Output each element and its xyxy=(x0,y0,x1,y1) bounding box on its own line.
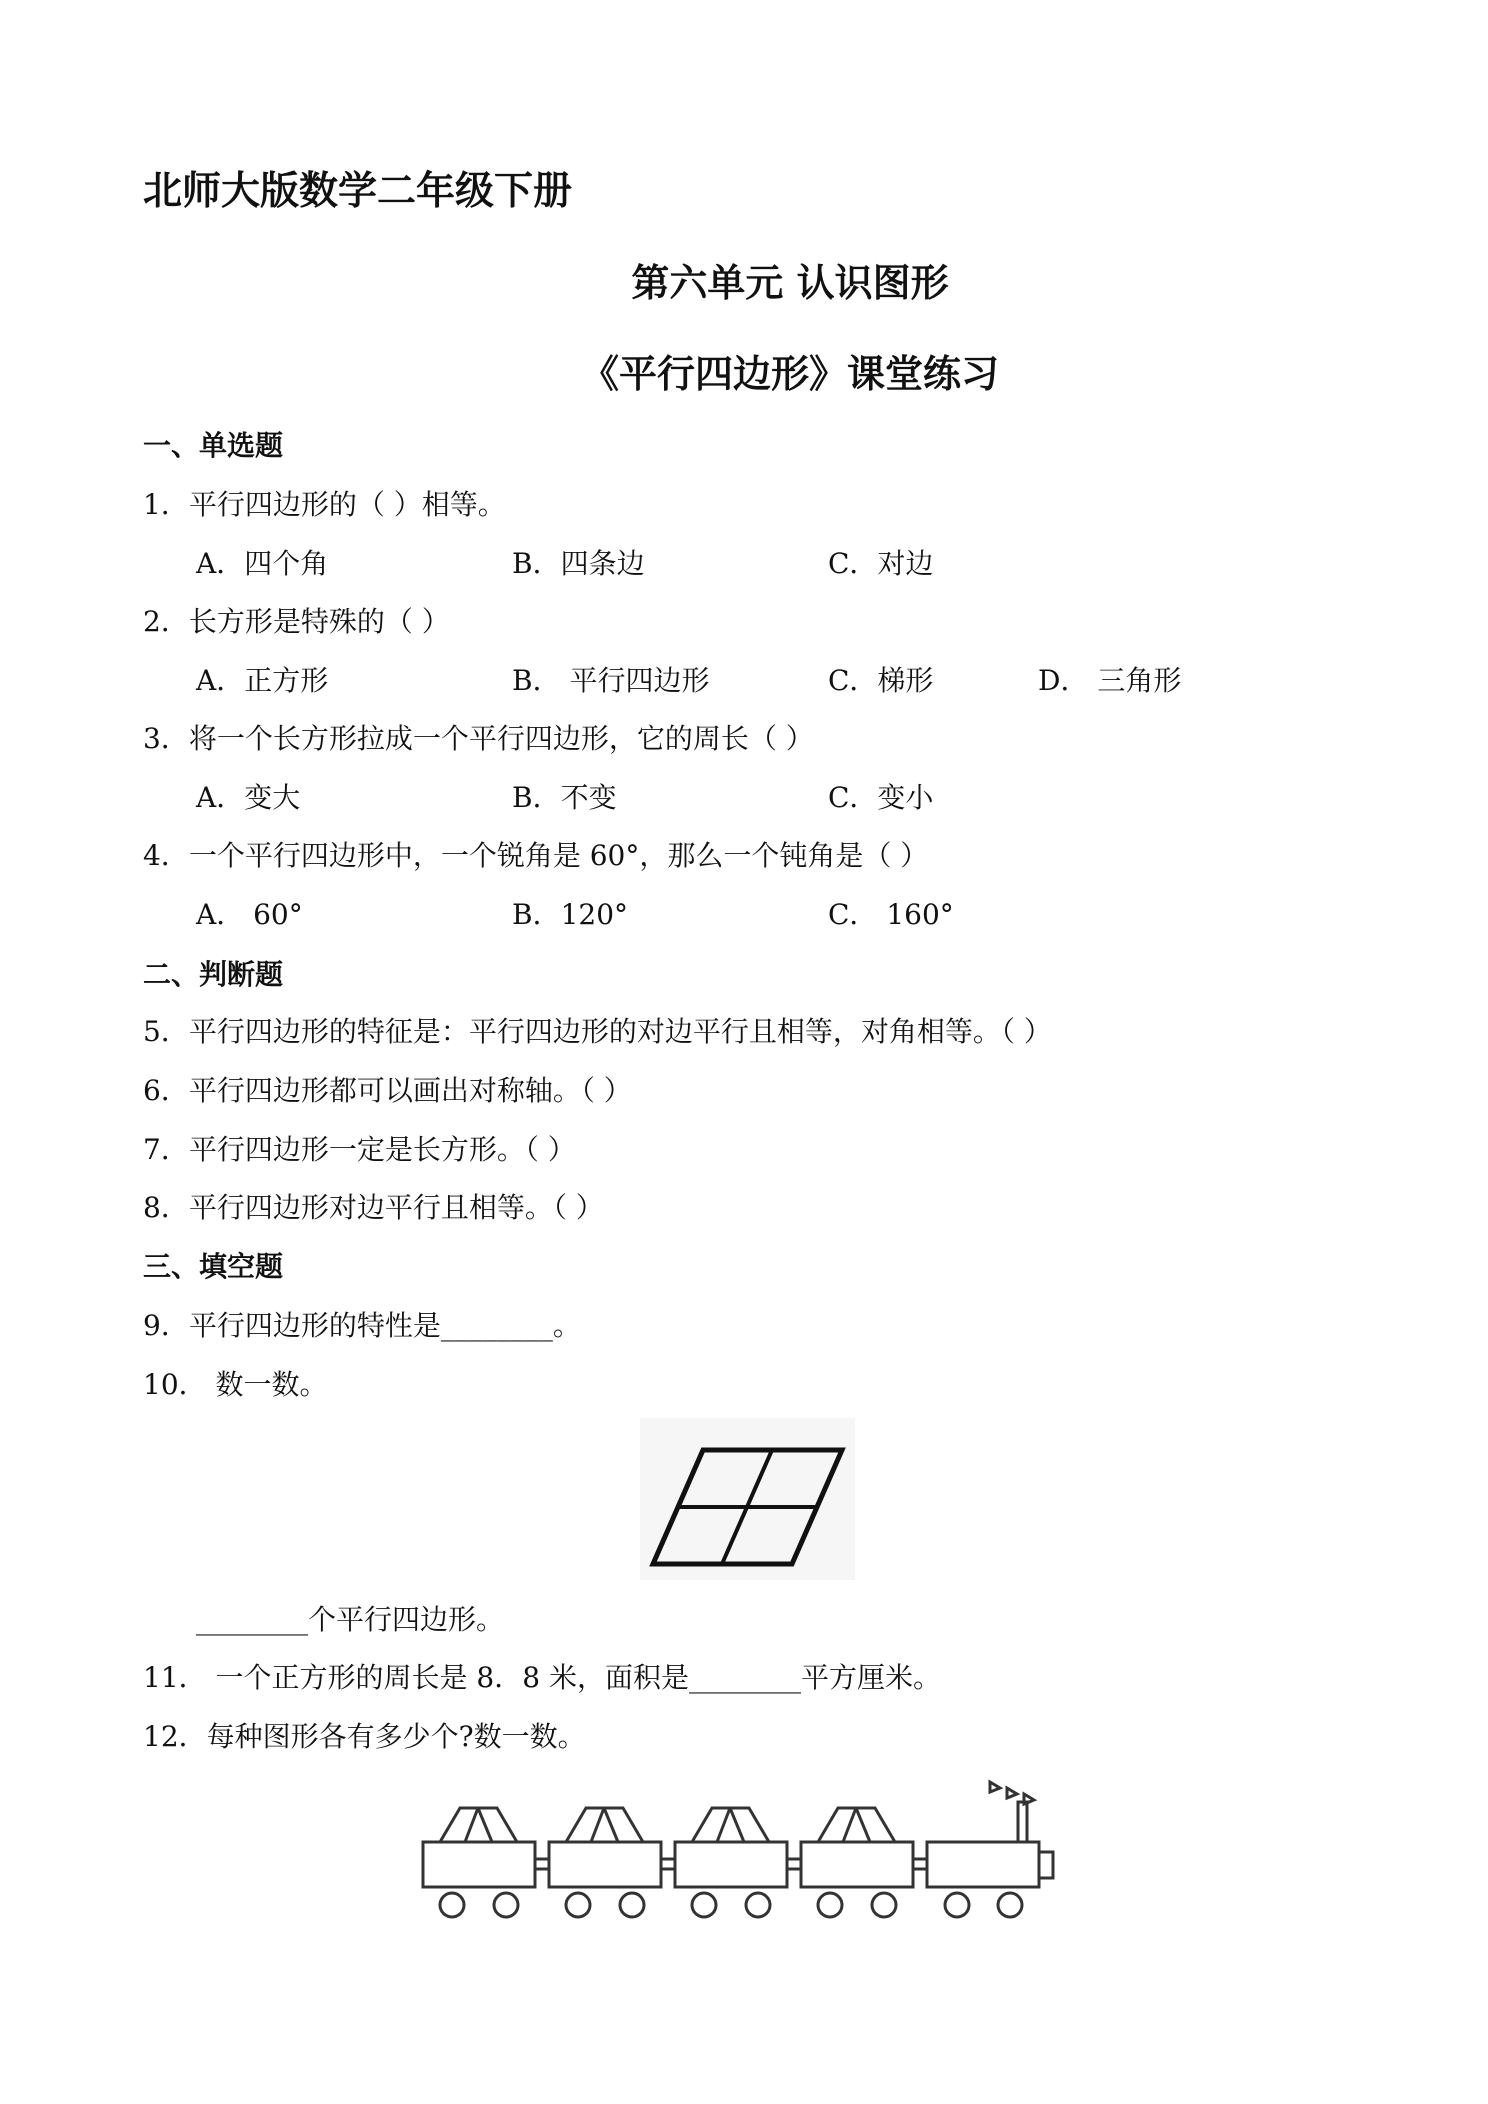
q4-option-c: C． 160° xyxy=(828,898,954,931)
question-10-answer: ________个平行四边形。 xyxy=(196,1603,505,1636)
question-6: 6．平行四边形都可以画出对称轴。（ ） xyxy=(143,1074,632,1107)
lesson-title: 《平行四边形》课堂练习 xyxy=(580,352,999,396)
question-8: 8．平行四边形对边平行且相等。（ ） xyxy=(143,1191,604,1224)
train-car-3 xyxy=(675,1808,787,1917)
section-single-choice: 一、单选题 xyxy=(143,429,284,462)
train-connector xyxy=(661,1859,675,1869)
train-engine xyxy=(927,1782,1053,1917)
q3-option-c: C．变小 xyxy=(828,781,934,814)
question-9: 9．平行四边形的特性是________。 xyxy=(143,1309,581,1342)
train-car-1 xyxy=(423,1808,535,1917)
parallelogram-grid-figure xyxy=(640,1418,855,1580)
q4-option-a: A． 60° xyxy=(196,898,303,931)
train-shapes-figure xyxy=(420,1770,1080,1920)
question-7: 7．平行四边形一定是长方形。（ ） xyxy=(143,1133,576,1166)
question-11: 11． 一个正方形的周长是 8．8 米，面积是________平方厘米。 xyxy=(143,1661,941,1694)
question-5: 5．平行四边形的特征是：平行四边形的对边平行且相等，对角相等。（ ） xyxy=(143,1015,1052,1048)
q2-option-d: D． 三角形 xyxy=(1038,664,1182,697)
question-4: 4．一个平行四边形中，一个锐角是 60°，那么一个钝角是（ ） xyxy=(143,839,929,872)
book-title: 北师大版数学二年级下册 xyxy=(143,169,573,214)
q1-option-c: C．对边 xyxy=(828,547,934,580)
section-fill-in: 三、填空题 xyxy=(143,1250,284,1283)
question-1: 1．平行四边形的（ ）相等。 xyxy=(143,488,506,521)
train-car-4 xyxy=(801,1808,913,1917)
train-connector xyxy=(535,1859,549,1869)
q1-option-a: A．四个角 xyxy=(196,547,329,580)
q2-option-b: B． 平行四边形 xyxy=(512,664,710,697)
question-2: 2．长方形是特殊的（ ） xyxy=(143,605,450,638)
question-12: 12．每种图形各有多少个?数一数。 xyxy=(143,1720,586,1753)
section-true-false: 二、判断题 xyxy=(143,958,284,991)
q2-option-c: C．梯形 xyxy=(828,664,934,697)
q3-option-b: B．不变 xyxy=(512,781,617,814)
train-connector xyxy=(787,1859,801,1869)
question-3: 3．将一个长方形拉成一个平行四边形，它的周长（ ） xyxy=(143,722,814,755)
q3-option-a: A．变大 xyxy=(196,781,301,814)
q4-option-b: B．120° xyxy=(512,898,629,931)
train-connector xyxy=(913,1859,927,1869)
train-car-2 xyxy=(549,1808,661,1917)
q2-option-a: A．正方形 xyxy=(196,664,329,697)
question-10: 10． 数一数。 xyxy=(143,1368,328,1401)
q1-option-b: B．四条边 xyxy=(512,547,645,580)
unit-title: 第六单元 认识图形 xyxy=(631,261,949,305)
